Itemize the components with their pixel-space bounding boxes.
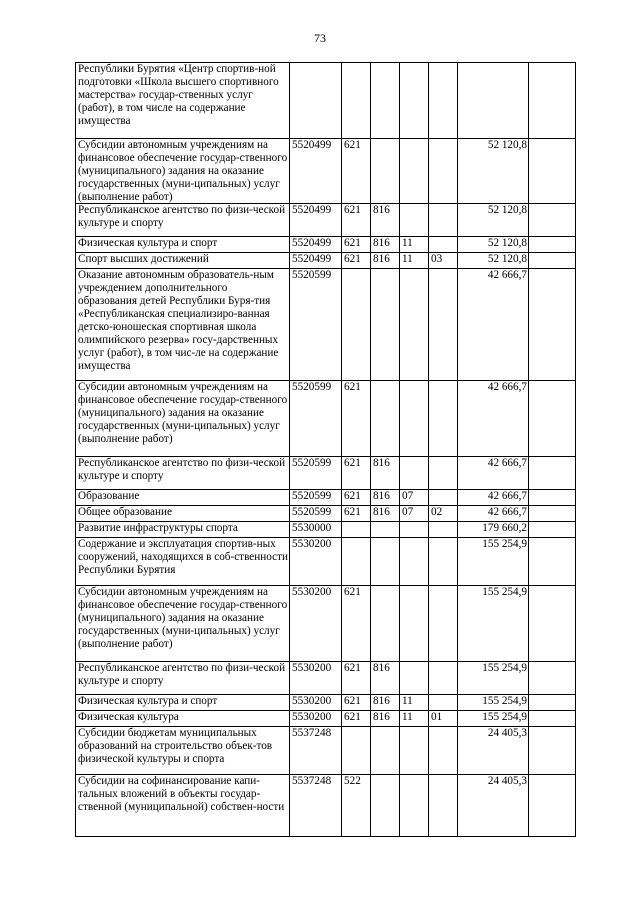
row-expense-type-cell: 621 <box>342 490 371 506</box>
row-code-cell: 5530200 <box>290 711 342 727</box>
row-name-cell: Физическая культура <box>76 711 290 727</box>
row-department-cell: 816 <box>371 662 400 695</box>
row-empty-cell <box>529 457 576 490</box>
row-subsection-cell <box>429 538 458 586</box>
row-section-cell <box>400 457 429 490</box>
row-expense-type-cell: 522 <box>342 775 371 837</box>
row-department-cell <box>371 586 400 662</box>
table-row <box>76 490 576 506</box>
row-name-cell: Республики Бурятия «Центр спортив-ной подготовки «Школа высшего спортивного мастерства» государ-ственных услуг (работ), в том числе на содержание имущества <box>76 63 290 139</box>
row-department-cell: 816 <box>371 237 400 253</box>
row-subsection-cell <box>429 204 458 237</box>
row-empty-cell <box>529 727 576 775</box>
row-subsection-cell <box>429 522 458 538</box>
row-amount-cell: 179 660,2 <box>458 522 529 538</box>
row-department-cell <box>371 63 400 139</box>
row-amount-cell: 24 405,3 <box>458 775 529 837</box>
row-department-cell <box>371 522 400 538</box>
row-empty-cell <box>529 237 576 253</box>
row-amount-cell: 24 405,3 <box>458 727 529 775</box>
row-amount-cell: 155 254,9 <box>458 695 529 711</box>
row-expense-type-cell: 621 <box>342 204 371 237</box>
row-amount-cell: 52 120,8 <box>458 204 529 237</box>
row-empty-cell <box>529 269 576 381</box>
row-department-cell: 816 <box>371 506 400 522</box>
row-empty-cell <box>529 253 576 269</box>
page-number: 73 <box>314 31 326 45</box>
table-row <box>76 695 576 711</box>
row-expense-type-cell: 621 <box>342 139 371 204</box>
table-row <box>76 204 576 237</box>
row-department-cell: 816 <box>371 711 400 727</box>
row-name-cell: Образование <box>76 490 290 506</box>
row-subsection-cell <box>429 727 458 775</box>
row-name-cell: Республиканское агентство по физи-ческой культуре и спорту <box>76 662 290 695</box>
row-section-cell <box>400 775 429 837</box>
row-name-cell: Республиканское агентство по физи-ческой культуре и спорту <box>76 204 290 237</box>
row-name-cell: Физическая культура и спорт <box>76 695 290 711</box>
row-subsection-cell: 01 <box>429 711 458 727</box>
row-empty-cell <box>529 490 576 506</box>
row-code-cell: 5530200 <box>290 695 342 711</box>
row-expense-type-cell: 621 <box>342 457 371 490</box>
row-subsection-cell <box>429 662 458 695</box>
row-section-cell <box>400 139 429 204</box>
table-row <box>76 63 576 139</box>
row-empty-cell <box>529 63 576 139</box>
table-row <box>76 269 576 381</box>
row-name-cell: Развитие инфраструктуры спорта <box>76 522 290 538</box>
row-section-cell <box>400 63 429 139</box>
row-expense-type-cell: 621 <box>342 237 371 253</box>
row-amount-cell: 155 254,9 <box>458 662 529 695</box>
row-amount-cell: 155 254,9 <box>458 711 529 727</box>
row-section-cell <box>400 662 429 695</box>
row-expense-type-cell: 621 <box>342 506 371 522</box>
row-department-cell <box>371 538 400 586</box>
row-expense-type-cell: 621 <box>342 711 371 727</box>
row-code-cell: 5520499 <box>290 237 342 253</box>
row-empty-cell <box>529 586 576 662</box>
row-department-cell: 816 <box>371 457 400 490</box>
table-row <box>76 711 576 727</box>
row-expense-type-cell <box>342 63 371 139</box>
row-department-cell: 816 <box>371 490 400 506</box>
table-body <box>76 63 576 837</box>
table-row <box>76 237 576 253</box>
row-empty-cell <box>529 662 576 695</box>
row-amount-cell: 42 666,7 <box>458 457 529 490</box>
row-amount-cell: 155 254,9 <box>458 538 529 586</box>
row-amount-cell: 52 120,8 <box>458 139 529 204</box>
row-department-cell <box>371 139 400 204</box>
row-section-cell: 07 <box>400 506 429 522</box>
row-name-cell: Физическая культура и спорт <box>76 237 290 253</box>
row-section-cell: 11 <box>400 253 429 269</box>
row-subsection-cell <box>429 695 458 711</box>
row-section-cell <box>400 522 429 538</box>
row-subsection-cell <box>429 237 458 253</box>
row-name-cell: Субсидии автономным учреждениям на финансовое обеспечение государ-ственного (муниципального) задания на оказание государственных (муни-ципальных) услуг (выполнение работ) <box>76 586 290 662</box>
row-empty-cell <box>529 506 576 522</box>
table-row <box>76 538 576 586</box>
row-name-cell: Республиканское агентство по физи-ческой культуре и спорту <box>76 457 290 490</box>
row-amount-cell: 52 120,8 <box>458 237 529 253</box>
row-code-cell: 5537248 <box>290 775 342 837</box>
row-department-cell <box>371 727 400 775</box>
row-department-cell <box>371 775 400 837</box>
row-code-cell: 5530200 <box>290 538 342 586</box>
table-row <box>76 457 576 490</box>
row-subsection-cell <box>429 139 458 204</box>
row-name-cell: Оказание автономным образователь-ным учреждением дополнительного образования детей Республики Буря-тия «Республиканская специализиро-ванная детско-юношеская спортивная школа олимпийского резерва» госу-дарственных услуг (работ), в том чис-ле на содержание имущества <box>76 269 290 381</box>
row-code-cell: 5520499 <box>290 253 342 269</box>
row-code-cell: 5530200 <box>290 586 342 662</box>
table-row <box>76 522 576 538</box>
row-code-cell: 5537248 <box>290 727 342 775</box>
table-row <box>76 381 576 457</box>
row-expense-type-cell <box>342 538 371 586</box>
row-name-cell: Субсидии бюджетам муниципальных образований на строительство объек-тов физической культуры и спорта <box>76 727 290 775</box>
row-amount-cell: 42 666,7 <box>458 269 529 381</box>
row-name-cell: Субсидии на софинансирование капи-тальных вложений в объекты государ-ственной (муниципальной) собствен-ности <box>76 775 290 837</box>
row-empty-cell <box>529 522 576 538</box>
row-department-cell: 816 <box>371 204 400 237</box>
row-name-cell: Содержание и эксплуатация спортив-ных сооружений, находящихся в соб-ственности Республики Бурятия <box>76 538 290 586</box>
table-row <box>76 506 576 522</box>
row-amount-cell <box>458 63 529 139</box>
row-section-cell: 07 <box>400 490 429 506</box>
table-row <box>76 727 576 775</box>
row-subsection-cell <box>429 269 458 381</box>
row-expense-type-cell: 621 <box>342 586 371 662</box>
row-empty-cell <box>529 139 576 204</box>
table-row <box>76 253 576 269</box>
row-name-cell: Субсидии автономным учреждениям на финансовое обеспечение государ-ственного (муниципального) задания на оказание государственных (муни-ципальных) услуг (выполнение работ) <box>76 139 290 204</box>
row-name-cell: Спорт высших достижений <box>76 253 290 269</box>
budget-table <box>75 62 576 837</box>
row-department-cell: 816 <box>371 253 400 269</box>
row-expense-type-cell <box>342 269 371 381</box>
row-subsection-cell <box>429 381 458 457</box>
table-row <box>76 586 576 662</box>
row-amount-cell: 42 666,7 <box>458 381 529 457</box>
row-code-cell: 5520599 <box>290 457 342 490</box>
row-section-cell <box>400 538 429 586</box>
row-empty-cell <box>529 711 576 727</box>
table-row <box>76 775 576 837</box>
row-department-cell <box>371 269 400 381</box>
row-code-cell: 5520499 <box>290 204 342 237</box>
row-empty-cell <box>529 775 576 837</box>
row-name-cell: Субсидии автономным учреждениям на финансовое обеспечение государ-ственного (муниципального) задания на оказание государственных (муни-ципальных) услуг (выполнение работ) <box>76 381 290 457</box>
row-code-cell: 5520599 <box>290 269 342 381</box>
row-expense-type-cell <box>342 522 371 538</box>
row-code-cell: 5520499 <box>290 139 342 204</box>
row-department-cell <box>371 381 400 457</box>
row-subsection-cell: 02 <box>429 506 458 522</box>
table-row <box>76 139 576 204</box>
row-section-cell <box>400 727 429 775</box>
table-row <box>76 662 576 695</box>
row-amount-cell: 42 666,7 <box>458 506 529 522</box>
row-section-cell <box>400 586 429 662</box>
row-expense-type-cell: 621 <box>342 662 371 695</box>
row-expense-type-cell <box>342 727 371 775</box>
row-expense-type-cell: 621 <box>342 253 371 269</box>
row-subsection-cell <box>429 63 458 139</box>
row-empty-cell <box>529 538 576 586</box>
row-subsection-cell <box>429 775 458 837</box>
row-empty-cell <box>529 204 576 237</box>
row-section-cell <box>400 381 429 457</box>
row-subsection-cell <box>429 490 458 506</box>
row-subsection-cell: 03 <box>429 253 458 269</box>
row-code-cell: 5530200 <box>290 662 342 695</box>
row-code-cell: 5520599 <box>290 506 342 522</box>
row-expense-type-cell: 621 <box>342 381 371 457</box>
row-section-cell: 11 <box>400 237 429 253</box>
row-empty-cell <box>529 695 576 711</box>
row-amount-cell: 155 254,9 <box>458 586 529 662</box>
row-amount-cell: 42 666,7 <box>458 490 529 506</box>
row-department-cell: 816 <box>371 695 400 711</box>
row-section-cell <box>400 269 429 381</box>
row-section-cell: 11 <box>400 711 429 727</box>
row-code-cell <box>290 63 342 139</box>
row-subsection-cell <box>429 586 458 662</box>
row-subsection-cell <box>429 457 458 490</box>
row-code-cell: 5530000 <box>290 522 342 538</box>
row-code-cell: 5520599 <box>290 490 342 506</box>
row-name-cell: Общее образование <box>76 506 290 522</box>
row-code-cell: 5520599 <box>290 381 342 457</box>
row-empty-cell <box>529 381 576 457</box>
row-amount-cell: 52 120,8 <box>458 253 529 269</box>
row-section-cell <box>400 204 429 237</box>
row-expense-type-cell: 621 <box>342 695 371 711</box>
row-section-cell: 11 <box>400 695 429 711</box>
